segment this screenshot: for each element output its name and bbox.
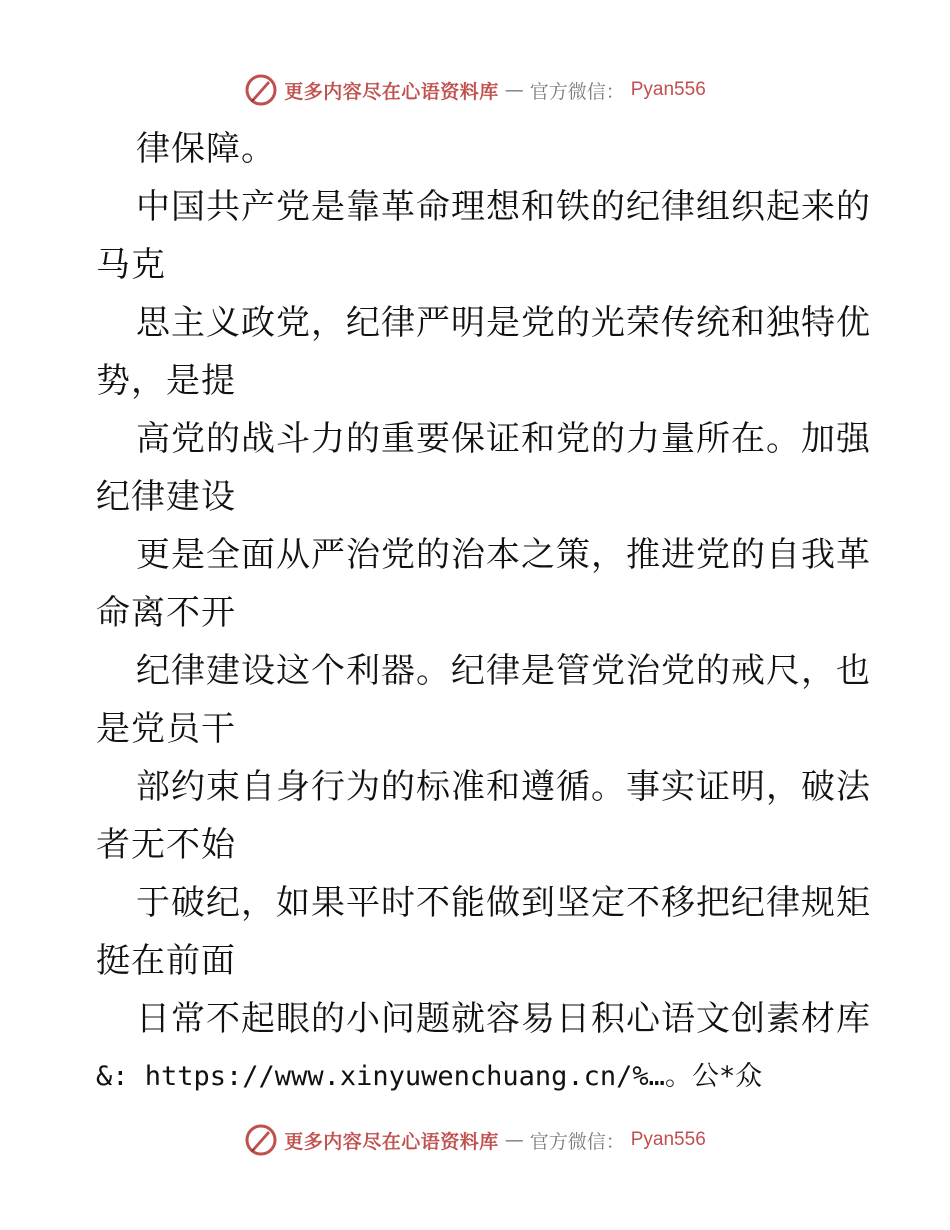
body-line-6: 高党的战斗力的重要保证和党的力量所在。加强	[136, 419, 871, 459]
body-line-2: 中国共产党是靠革命理想和铁的纪律组织起来的	[136, 187, 871, 227]
footer-watermark	[0, 1120, 950, 1160]
watermark-contact-label: 官方微信：	[529, 1130, 625, 1153]
watermark-dash: —	[504, 1129, 524, 1151]
body-line-12: 部约束自身行为的标准和遵循。事实证明，破法	[136, 767, 871, 807]
body-line-3: 马克	[96, 245, 166, 285]
body-line-14: 于破纪，如果平时不能做到坚定不移把纪律规矩	[136, 883, 871, 923]
body-line-17: &: https://www.xinyuwenchuang.cn/%…。公*众	[96, 1061, 763, 1092]
body-line-9: 命离不开	[96, 593, 236, 633]
body-line-1: 律保障。	[136, 129, 276, 169]
watermark-brand-text: 更多内容尽在心语资料库	[284, 80, 499, 103]
body-line-11: 是党员干	[96, 709, 236, 749]
watermark-contact-label: 官方微信：	[529, 80, 625, 103]
watermark-contact-id: Pyan556	[630, 1129, 706, 1150]
body-line-7: 纪律建设	[96, 477, 236, 517]
body-line-13: 者无不始	[96, 825, 236, 865]
body-line-8: 更是全面从严治党的治本之策，推进党的自我革	[136, 535, 871, 575]
watermark-contact-id: Pyan556	[630, 79, 706, 100]
document-body	[96, 120, 876, 1106]
body-line-4: 思主义政党，纪律严明是党的光荣传统和独特优	[136, 303, 871, 343]
watermark-dash: —	[504, 79, 524, 101]
quill-pen-logo-icon	[244, 73, 278, 107]
watermark-brand-text: 更多内容尽在心语资料库	[284, 1130, 499, 1153]
header-watermark	[0, 70, 950, 110]
body-line-16: 日常不起眼的小问题就容易日积心语文创素材库	[136, 999, 871, 1039]
quill-pen-logo-icon	[244, 1123, 278, 1157]
body-line-10: 纪律建设这个利器。纪律是管党治党的戒尺，也	[136, 651, 871, 691]
body-line-15: 挺在前面	[96, 941, 236, 981]
body-line-5: 势，是提	[96, 361, 236, 401]
